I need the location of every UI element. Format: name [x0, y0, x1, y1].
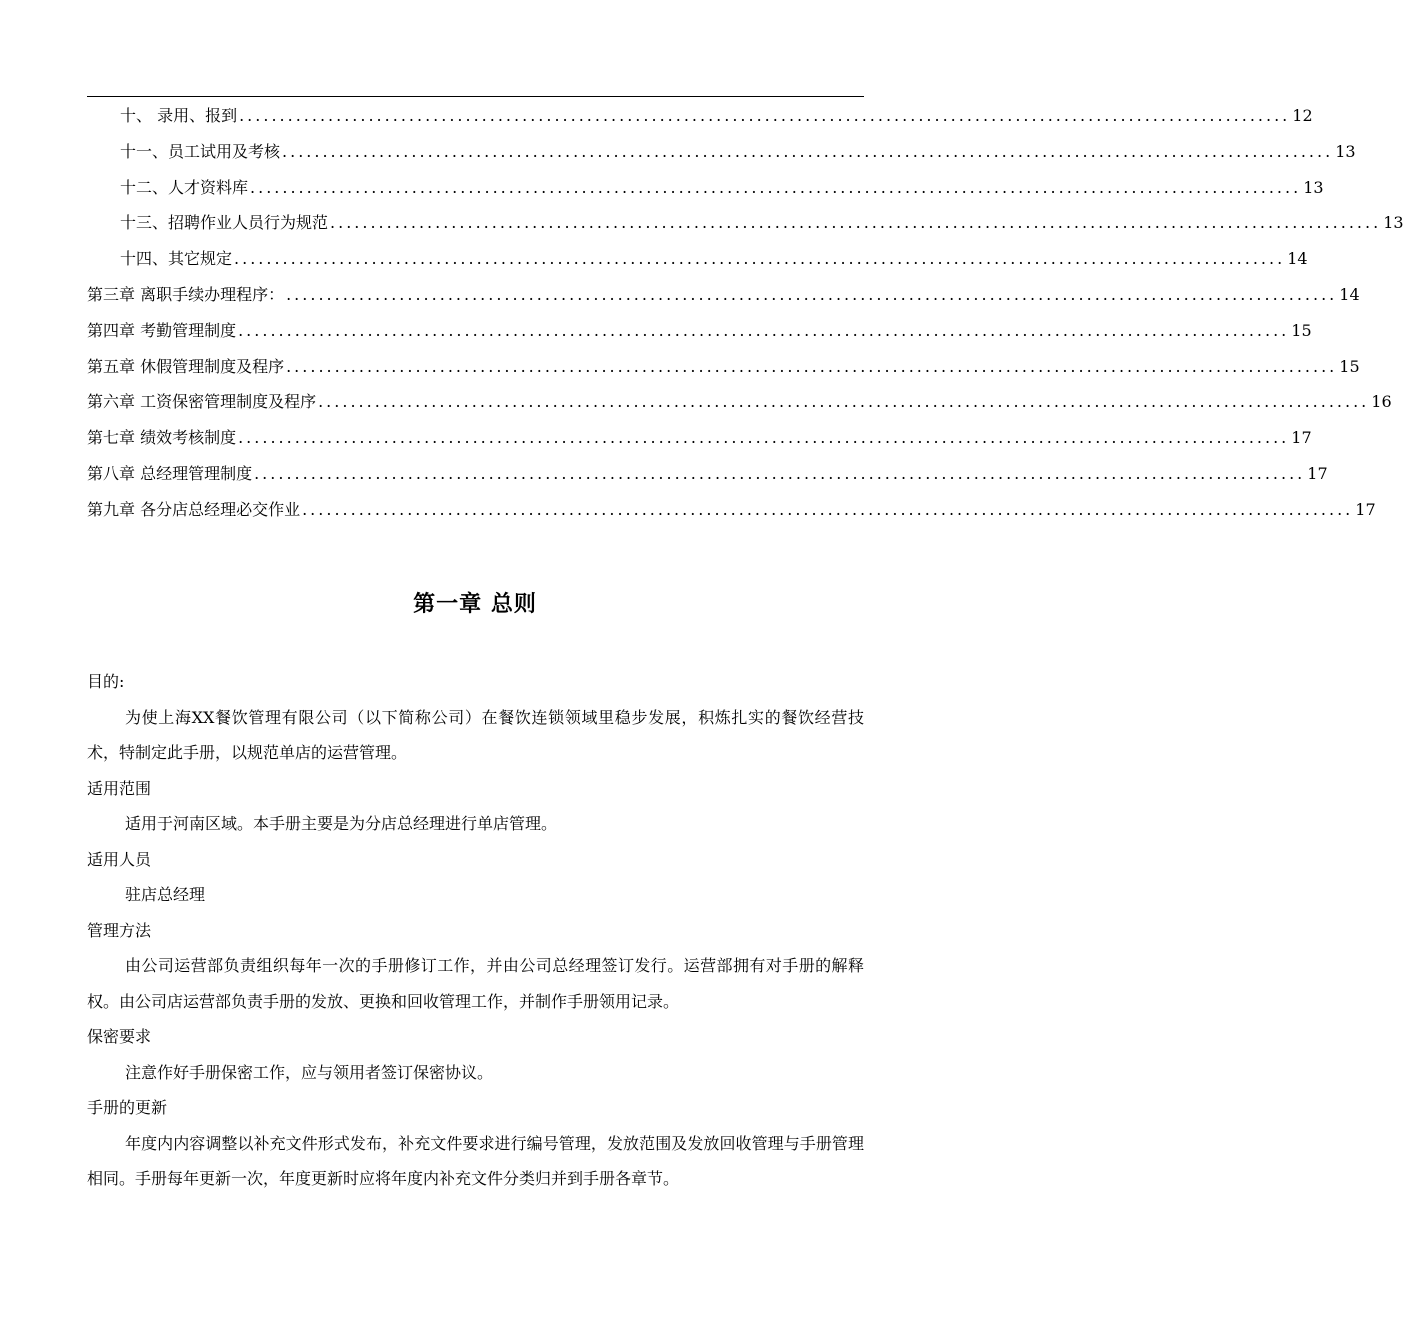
toc-entry-label: 第五章 休假管理制度及程序 — [87, 356, 285, 376]
toc-entry-page: 17 — [1307, 463, 1328, 483]
section-heading-updates: 手册的更新 — [87, 1098, 168, 1117]
toc-entry-page: 14 — [1339, 284, 1360, 304]
section-heading-purpose: 目的: — [87, 672, 125, 691]
section-body-updates: 年度内内容调整以补充文件形式发布，补充文件要求进行编号管理，发放范围及发放回收管理与手册管理相同。手册每年更新一次，年度更新时应将年度内补充文件分类归并到手册各章节。 — [87, 1133, 864, 1188]
toc-entry[interactable] — [87, 170, 1324, 206]
section-body-management: 由公司运营部负责组织每年一次的手册修订工作，并由公司总经理签订发行。运营部拥有对手册的解释权。由公司店运营部负责手册的发放、更换和回收管理工作，并制作手册领用记录。 — [87, 956, 864, 1011]
toc-entry-page: 16 — [1371, 392, 1392, 412]
section-heading-scope: 适用范围 — [87, 778, 152, 798]
toc-dot-leader: .................................................................................................................................. — [238, 428, 1290, 448]
section-body-scope: 适用于河南区域。本手册主要是为分店总经理进行单店管理。 — [125, 814, 558, 833]
toc-entry-page: 15 — [1339, 356, 1360, 376]
toc-dot-leader: .................................................................................................................................. — [318, 392, 1370, 412]
toc-entry-page: 13 — [1335, 141, 1356, 161]
toc-entry-page: 15 — [1291, 320, 1312, 340]
toc-entry[interactable] — [87, 492, 1376, 528]
toc-dot-leader: .................................................................................................................................. — [302, 499, 1354, 519]
toc-entry-page: 13 — [1303, 177, 1324, 197]
toc-dot-leader: .................................................................................................................................. — [239, 106, 1291, 125]
toc-entry-page: 13 — [1383, 213, 1404, 233]
toc-entry[interactable] — [87, 456, 1328, 492]
toc-entry-label: 第四章 考勤管理制度 — [87, 320, 237, 340]
toc-dot-leader: .................................................................................................................................. — [234, 249, 1286, 269]
toc-entry-page: 17 — [1291, 428, 1312, 448]
toc-entry[interactable] — [87, 420, 1312, 456]
section-body-purpose: 为使上海XX餐饮管理有限公司（以下简称公司）在餐饮连锁领域里稳步发展，积炼扎实的餐饮经营技术，特制定此手册，以规范单店的运营管理。 — [87, 707, 864, 762]
toc-entry[interactable] — [87, 205, 1404, 241]
toc-entry[interactable] — [87, 384, 1392, 420]
toc-entry-label: 第七章 绩效考核制度 — [87, 428, 237, 448]
section-heading-management: 管理方法 — [87, 920, 152, 940]
table-of-contents — [87, 98, 1404, 528]
toc-entry[interactable] — [87, 277, 1360, 313]
toc-entry-label: 十三、招聘作业人员行为规范 — [120, 213, 329, 233]
toc-entry[interactable] — [87, 98, 1313, 134]
toc-entry-page: 14 — [1287, 249, 1308, 269]
toc-entry-label: 第三章 离职手续办理程序： — [87, 284, 285, 304]
section-body-confidentiality: 注意作好手册保密工作，应与领用者签订保密协议。 — [125, 1062, 494, 1082]
toc-dot-leader: .................................................................................................................................. — [238, 320, 1290, 340]
toc-entry[interactable] — [87, 241, 1308, 277]
toc-entry[interactable] — [87, 313, 1312, 349]
toc-dot-leader: .................................................................................................................................. — [282, 141, 1334, 161]
section-body-personnel: 驻店总经理 — [125, 885, 206, 904]
toc-entry-label: 十一、员工试用及考核 — [120, 141, 281, 161]
toc-dot-leader: .................................................................................................................................. — [286, 356, 1338, 376]
toc-entry-label: 十四、其它规定 — [120, 249, 233, 269]
toc-entry-label: 十、 录用、报到 — [120, 106, 238, 125]
toc-entry[interactable] — [87, 349, 1360, 385]
toc-entry-label: 十二、人才资料库 — [120, 177, 249, 197]
toc-dot-leader: .................................................................................................................................. — [330, 213, 1382, 233]
toc-dot-leader: .................................................................................................................................. — [254, 463, 1306, 483]
toc-entry-page: 12 — [1292, 106, 1313, 125]
header-rule — [87, 96, 864, 97]
toc-entry-page: 17 — [1355, 499, 1376, 519]
chapter-title: 第一章 总则 — [413, 591, 537, 617]
toc-entry[interactable] — [87, 134, 1356, 170]
toc-dot-leader: .................................................................................................................................. — [286, 284, 1338, 304]
toc-entry-label: 第九章 各分店总经理必交作业 — [87, 499, 301, 519]
toc-entry-label: 第八章 总经理管理制度 — [87, 463, 253, 483]
toc-entry-label: 第六章 工资保密管理制度及程序 — [87, 392, 317, 412]
toc-dot-leader: .................................................................................................................................. — [250, 177, 1302, 197]
chapter-body — [87, 664, 864, 1197]
section-heading-confidentiality: 保密要求 — [87, 1027, 152, 1046]
section-heading-personnel: 适用人员 — [87, 849, 152, 869]
